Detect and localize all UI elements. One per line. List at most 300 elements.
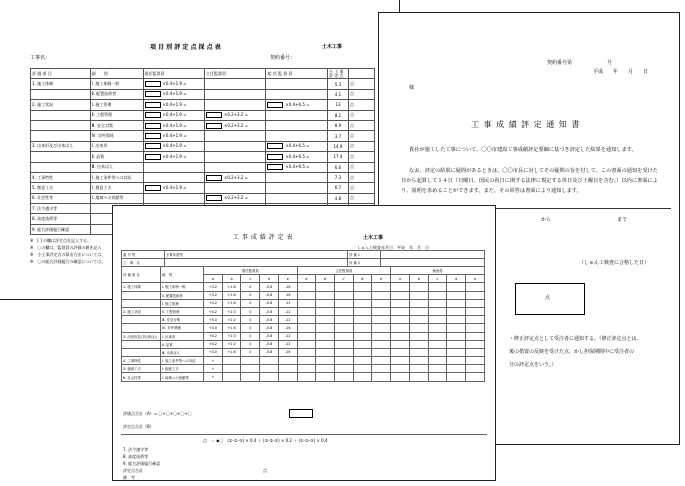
scoring-row [31, 89, 375, 99]
unit-cell: 点 [349, 131, 375, 141]
scoring-row [31, 131, 375, 141]
grade-cell [409, 348, 428, 356]
grade-cell [428, 365, 447, 373]
grade-cell [466, 340, 485, 348]
grade-value: 0 [241, 332, 260, 340]
input-box [206, 123, 222, 129]
scoring-cell-f3 [266, 162, 327, 172]
grade-value: 0 [241, 340, 260, 348]
scoring-cell-detail: Ⅲ. 出来ばえ [90, 162, 143, 172]
formula-text: ×0.4+6.5 = [285, 143, 310, 149]
evaluation-detail: Ⅰ. 創意工夫 [161, 365, 204, 373]
scoring-cell-f1 [143, 172, 204, 182]
unit-cell: 点 [349, 89, 375, 99]
scoring-cell-f1 [143, 120, 204, 130]
grade-cell [297, 357, 316, 365]
notice-date: 平成 年 月 日 [593, 69, 649, 75]
scoring-row [31, 183, 375, 193]
grade-cell [447, 291, 466, 299]
grade-cell [466, 316, 485, 324]
grade-value [241, 365, 260, 373]
grade-value: +2.0 [222, 316, 241, 324]
grade-value: +1.6 [222, 324, 241, 332]
grade-cell [335, 316, 354, 324]
grade-cell [409, 357, 428, 365]
evaluation-row [122, 283, 485, 291]
scoring-cell-f3 [266, 100, 327, 110]
scoring-cell-score: 6.6 [327, 162, 348, 172]
meta-cell: 評 価 2 [348, 259, 381, 267]
grade-value: -12 [278, 332, 297, 340]
final-unit: 点 [263, 468, 267, 473]
grade-cell [428, 307, 447, 315]
grade-letter: e [278, 275, 297, 283]
grade-cell [316, 283, 335, 291]
grade-value: 0 [241, 348, 260, 356]
grade-cell [447, 316, 466, 324]
grade-value: -0.8 [260, 340, 279, 348]
grade-cell [466, 291, 485, 299]
input-box [206, 175, 222, 181]
sheet1-note: ※ [ ] の欄は評定点を記入する。 [30, 238, 92, 243]
scoring-cell-item: 1. 施工体制 [31, 79, 91, 89]
grade-value [222, 357, 241, 365]
grade-cell [466, 299, 485, 307]
grade-value: -0.8 [260, 348, 279, 356]
scoring-cell-f3 [266, 193, 327, 203]
grade-cell [372, 373, 391, 381]
evaluation-row [122, 365, 485, 373]
grade-letter: c [428, 275, 447, 283]
unit-cell: 点 [349, 120, 375, 130]
grade-cell [353, 365, 372, 373]
scoring-cell-item: 7. 法令遵守等 [31, 204, 91, 214]
grade-cell [372, 299, 391, 307]
grade-cell [428, 324, 447, 332]
grade-cell [447, 324, 466, 332]
grade-value [260, 373, 279, 381]
evaluation-detail: Ⅰ. 施工条件等への対応 [161, 357, 204, 365]
grade-cell [335, 307, 354, 315]
inspection-note: （しゅん工検査に合格した日） [579, 260, 650, 266]
scoring-cell-f2 [204, 120, 265, 130]
formula-text: ×0.4+1.9 = [162, 153, 187, 159]
scoring-cell-score: 13 [327, 100, 348, 110]
formula-text: ×0.4+1.9 = [162, 101, 187, 107]
notice-footnote: 後の措置の反映を受けた点、かし担保期間中に受注者の [509, 349, 635, 355]
evaluation-row [122, 348, 485, 356]
grade-cell [372, 357, 391, 365]
grade-cell [447, 373, 466, 381]
scoring-cell-f1 [143, 110, 204, 120]
unit-cell: 点 [349, 79, 375, 89]
scoring-cell-f3 [266, 79, 327, 89]
scoring-row [31, 110, 375, 120]
grade-value [278, 365, 297, 373]
header-cell: 細 別 [90, 69, 143, 79]
grade-cell [428, 348, 447, 356]
grade-value: +1.6 [222, 291, 241, 299]
grade-value: -12 [278, 307, 297, 315]
scoring-cell-detail: Ⅲ. 安全対策 [90, 120, 143, 130]
unit-cell: 点 [349, 100, 375, 110]
grade-letter: e [466, 275, 485, 283]
grade-value [278, 373, 297, 381]
scoring-row [31, 152, 375, 162]
grade-value: +1.6 [222, 283, 241, 291]
grade-cell [428, 332, 447, 340]
sheet1-category: 土木工事 [322, 44, 343, 50]
sheet3-category: 土木工事 [363, 235, 384, 241]
evaluation-row [122, 340, 485, 348]
scoring-cell-item [31, 152, 91, 162]
grade-cell [353, 332, 372, 340]
meta-cell: 番 号 等 [122, 251, 165, 259]
scoring-cell-score: 4.1 [327, 89, 348, 99]
notice-footnote: ・修正評定点として受注者に通知する。（修正評定点とは、 [509, 336, 642, 342]
scoring-cell-f1 [143, 162, 204, 172]
header-cell: 総 括 監 督 員 [266, 69, 327, 79]
input-box [145, 185, 161, 191]
grade-cell [297, 332, 316, 340]
grade-letter: a' [297, 275, 316, 283]
evaluation-detail: Ⅱ. 工程管理 [161, 307, 204, 315]
grade-value: -16 [278, 291, 297, 299]
input-box [206, 195, 222, 201]
grade-cell [409, 332, 428, 340]
grade-cell [466, 307, 485, 315]
grade-cell [409, 283, 428, 291]
grade-value: 0 [241, 291, 260, 299]
input-box [145, 143, 161, 149]
evaluation-header-row [122, 267, 485, 275]
scoring-cell-detail: Ⅰ. 創意工夫 [90, 183, 143, 193]
scoring-cell-f1 [143, 141, 204, 151]
sum-box [289, 409, 313, 418]
scoring-cell-f3 [266, 110, 327, 120]
input-box [145, 123, 161, 129]
grade-cell [297, 291, 316, 299]
header-cell: 検査員 [391, 267, 485, 275]
grade-value: -16 [278, 283, 297, 291]
input-box [145, 112, 161, 118]
scoring-cell-f3 [266, 120, 327, 130]
grade-cell [466, 324, 485, 332]
scoring-row [31, 172, 375, 182]
formula-text: ×0.4+6.5 = [285, 153, 310, 159]
input-box [206, 112, 222, 118]
grade-value: -12 [278, 299, 297, 307]
grade-cell [466, 357, 485, 365]
grade-value: +3.2 [204, 283, 223, 291]
formula-text: ×0.2+3.2 = [223, 195, 249, 201]
evaluation-row [122, 357, 485, 365]
evaluation-item [122, 291, 161, 299]
grade-cell [372, 283, 391, 291]
grade-value: +4.2 [204, 307, 223, 315]
scoring-cell-score: 8.9 [327, 120, 348, 130]
scoring-row [31, 193, 375, 203]
grade-value [222, 365, 241, 373]
scoring-cell-detail: Ⅰ. 出来形 [90, 141, 143, 151]
formula-text: ×0.4+1.9 = [162, 143, 187, 149]
grade-cell [297, 299, 316, 307]
input-box [145, 133, 161, 139]
grade-cell [372, 316, 391, 324]
grade-cell [372, 365, 391, 373]
grade-cell [428, 299, 447, 307]
notice-title: 工 事 成 績 評 定 通 知 書 [471, 120, 581, 129]
grade-value: +4.2 [204, 332, 223, 340]
meta-table [121, 250, 485, 267]
grade-cell [353, 299, 372, 307]
grade-value [241, 357, 260, 365]
grade-cell [316, 348, 335, 356]
grade-letter: c' [335, 275, 354, 283]
input-box [145, 81, 161, 87]
scoring-cell-score: 6.7 [327, 183, 348, 193]
evaluation-detail: Ⅰ. 地域への貢献等 [161, 373, 204, 381]
grade-cell [335, 283, 354, 291]
unit-cell: 点 [349, 193, 375, 203]
grade-value: -16 [278, 348, 297, 356]
grade-cell [466, 365, 485, 373]
grade-letter: e' [372, 275, 391, 283]
scoring-cell-f3 [266, 141, 327, 151]
grade-cell [335, 357, 354, 365]
notice-body-1: 貴社が施工した工事について、〇〇市建設工事成績評定要綱に基づき評定した結果を通知します。 [409, 147, 637, 153]
grade-cell [391, 340, 410, 348]
evaluation-item: 6. 社会性等 [122, 373, 161, 381]
grade-cell [447, 299, 466, 307]
grade-value: 0 [241, 316, 260, 324]
grade-cell [447, 348, 466, 356]
score-label: 評定点合計（B） [123, 424, 154, 429]
scoring-cell-score: 17.4 [327, 152, 348, 162]
grade-cell [335, 299, 354, 307]
grade-value [260, 357, 279, 365]
grade-cell [391, 357, 410, 365]
scoring-cell-detail: Ⅱ. 工程管理 [90, 110, 143, 120]
grade-value: +2.0 [222, 307, 241, 315]
grade-cell [409, 307, 428, 315]
grade-value: -0.8 [260, 291, 279, 299]
grade-cell [353, 348, 372, 356]
header-cell: 現任監督員 [204, 267, 298, 275]
grade-cell [335, 332, 354, 340]
scoring-cell-item [31, 120, 91, 130]
grade-cell [316, 324, 335, 332]
evaluation-detail: Ⅲ. 出来ばえ [161, 348, 204, 356]
evaluation-item [122, 316, 161, 324]
grade-cell [353, 373, 372, 381]
divider [121, 434, 487, 435]
scoring-cell-detail: Ⅱ. 配置技術者 [90, 89, 143, 99]
grade-cell [391, 299, 410, 307]
grade-cell [391, 332, 410, 340]
grade-letter: a [391, 275, 410, 283]
scoring-cell-item [31, 162, 91, 172]
scoring-cell-f2 [204, 183, 265, 193]
evaluation-item [122, 340, 161, 348]
meta-cell: 評 価 1 [348, 251, 381, 259]
formula-text: ×0.4+6.5 = [285, 101, 310, 107]
evaluation-table [121, 266, 485, 382]
evaluation-row [122, 291, 485, 299]
scoring-cell-item: 8. 高度技術等 [31, 214, 91, 224]
grade-letter: d' [353, 275, 372, 283]
grade-value: 0 [241, 307, 260, 315]
unit-cell: 点 [349, 152, 375, 162]
scoring-row [31, 79, 375, 89]
scoring-cell-f3 [266, 183, 327, 193]
sheet1-note: ※ 〇の欄は、監督員の評価の値を記入 [30, 245, 102, 250]
grade-cell [428, 340, 447, 348]
formula-text: ×0.2+3.2 = [223, 174, 249, 180]
grade-value: +5.0 [204, 316, 223, 324]
sheet3-title: 工 事 成 績 評 定 表 [233, 234, 293, 241]
grade-letter: b [222, 275, 241, 283]
grade-cell [353, 340, 372, 348]
grade-cell [409, 365, 428, 373]
grade-cell [372, 324, 391, 332]
grade-cell [297, 348, 316, 356]
grade-value [241, 373, 260, 381]
scoring-cell-item: 2. 施工状況 [31, 100, 91, 110]
score-box [515, 283, 585, 315]
evaluation-item [122, 299, 161, 307]
header-cell: 評 価 項 目 [31, 69, 91, 79]
grade-cell [447, 283, 466, 291]
addressee: 様 [409, 85, 415, 91]
header-cell: 現任監督員 [143, 69, 204, 79]
grade-cell [428, 373, 447, 381]
grade-cell [316, 365, 335, 373]
grade-value: -0.8 [260, 283, 279, 291]
grade-value: -12 [278, 316, 297, 324]
grade-cell [316, 332, 335, 340]
scoring-row [31, 100, 375, 110]
evaluation-detail: Ⅳ. 対外関係 [161, 324, 204, 332]
grade-letter: b' [316, 275, 335, 283]
grade-cell [428, 316, 447, 324]
grade-value: +4.2 [204, 340, 223, 348]
header-cell: 主任監督員 [297, 267, 391, 275]
contract-number: 契約番号第 号 [547, 60, 613, 66]
scoring-cell-f1 [143, 193, 204, 203]
scoring-cell-detail: Ⅰ. 地域への貢献等 [90, 193, 143, 203]
grade-value: +1.6 [222, 348, 241, 356]
sheet3-inspection-date: しゅん工検査年月日 平成 年 月 日 [357, 245, 429, 250]
scoring-cell-item [31, 89, 91, 99]
formula-text: ×0.4+1.9 = [162, 184, 187, 190]
evaluation-row [122, 299, 485, 307]
grade-cell [297, 340, 316, 348]
sheet1-contract-label: 契約番号： [270, 55, 296, 61]
scoring-cell-detail: Ⅰ. 施工体制一般 [90, 79, 143, 89]
grade-cell [297, 316, 316, 324]
scoring-cell-f3 [266, 89, 327, 99]
grade-cell [316, 357, 335, 365]
meta-cell [381, 251, 485, 259]
grade-cell [353, 324, 372, 332]
header-cell: 主任監督員 [204, 69, 265, 79]
scoring-cell-f2 [204, 79, 265, 89]
scoring-cell-f2 [204, 89, 265, 99]
grade-cell [409, 373, 428, 381]
grade-letter: c [241, 275, 260, 283]
grade-value: +1.6 [222, 299, 241, 307]
header-cell: 評 価 項 目 [122, 267, 161, 283]
input-box [267, 102, 283, 108]
grade-cell [466, 373, 485, 381]
grade-cell [447, 340, 466, 348]
grade-cell [297, 307, 316, 315]
grade-cell [297, 324, 316, 332]
grade-value: -0.8 [260, 299, 279, 307]
evaluation-item [122, 324, 161, 332]
scoring-cell-f3 [266, 172, 327, 182]
scoring-cell-item: 6. 社会性等 [31, 193, 91, 203]
scoring-cell-score: 3.7 [327, 131, 348, 141]
input-box [145, 91, 161, 97]
scoring-cell-f2 [204, 110, 265, 120]
evaluation-row [122, 324, 485, 332]
formula-text: ×0.4+1.9 = [162, 122, 187, 128]
lower-row: 8. 高度技術等 [123, 454, 149, 459]
grade-cell [372, 348, 391, 356]
scoring-cell-f1 [143, 152, 204, 162]
lower-row: 7. 法令遵守等 [123, 447, 149, 452]
formula-text: ×0.2+3.2 = [223, 122, 249, 128]
grade-cell [316, 316, 335, 324]
grade-cell [335, 291, 354, 299]
notice-body-2: なお、評定の結果に疑問があるときは、〇〇市長に対してその疑問の旨を付して、この書面の通知を受けた日から起算して１４日（日曜日、国民の祝日に関する法律に規定する休日及び土曜日を含む。）以内に書面により、説明を求めることができます。また、その回答は書面により通知します。 [401, 168, 658, 194]
scoring-cell-f2 [204, 172, 265, 182]
grade-value: -0.8 [260, 316, 279, 324]
header-cell: 小 工 事 評 定 点 [327, 69, 348, 79]
formula-text: ×0.4+1.9 = [162, 91, 187, 97]
evaluation-item [122, 348, 161, 356]
grade-value [278, 357, 297, 365]
evaluation-detail: Ⅱ. 品質 [161, 340, 204, 348]
evaluation-detail: Ⅲ. 安全対策 [161, 316, 204, 324]
grade-cell [409, 324, 428, 332]
scoring-cell-score: 5.3 [327, 79, 348, 89]
grade-cell [391, 365, 410, 373]
scoring-cell-f3 [266, 152, 327, 162]
grade-value [260, 365, 279, 373]
evaluation-detail: Ⅰ. 施工体制一般 [161, 283, 204, 291]
grade-cell [466, 283, 485, 291]
grade-cell [391, 348, 410, 356]
unit-cell: 点 [349, 141, 375, 151]
scoring-cell-f1 [143, 131, 204, 141]
grade-cell [335, 373, 354, 381]
grade-cell [372, 307, 391, 315]
grade-cell [372, 291, 391, 299]
notice-footnote: 分の評定点をいう。） [509, 362, 557, 368]
grade-cell [353, 357, 372, 365]
input-box [145, 154, 161, 160]
scoring-cell-item: 3. 出来形及び出来ばえ [31, 141, 91, 151]
grade-cell [353, 283, 372, 291]
grade-cell [447, 332, 466, 340]
grade-cell [428, 283, 447, 291]
grade-cell [466, 348, 485, 356]
period-to: まで [617, 217, 628, 223]
evaluation-row [122, 332, 485, 340]
